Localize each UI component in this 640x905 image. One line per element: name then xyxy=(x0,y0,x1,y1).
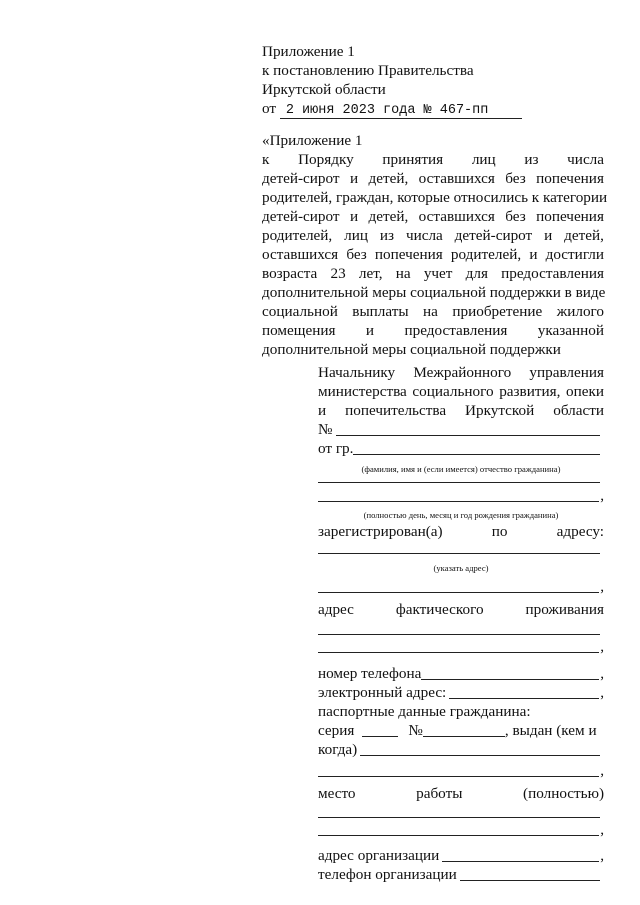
birth-date-field[interactable] xyxy=(318,487,599,502)
word: опеки xyxy=(566,383,604,400)
word: адресу: xyxy=(556,523,604,540)
word: предоставления xyxy=(501,265,604,282)
comma: , xyxy=(600,821,604,838)
appendix-line xyxy=(262,340,604,359)
comma: , xyxy=(600,578,604,595)
word: фактического xyxy=(395,601,484,618)
word: детей, xyxy=(368,170,409,187)
phone-field[interactable] xyxy=(421,665,599,680)
word: детей, xyxy=(564,227,604,244)
actual-address-line-1[interactable] xyxy=(318,633,600,635)
header-block xyxy=(262,42,532,118)
number-label: № xyxy=(318,421,333,438)
org-address-field[interactable] xyxy=(442,847,599,862)
appendix-line xyxy=(262,283,604,302)
appendix-line xyxy=(262,226,604,245)
word: родителей, xyxy=(450,246,522,263)
appendix-line xyxy=(262,188,608,207)
word: зарегистрирован(а) xyxy=(318,523,443,540)
resolution-date-number: 2 июня 2023 года № 467-пп xyxy=(280,103,522,119)
appendix-text xyxy=(262,150,608,359)
word: лиц xyxy=(344,227,368,244)
number-field[interactable] xyxy=(336,421,601,436)
fio-line-2[interactable] xyxy=(318,481,600,483)
workplace-field-2[interactable] xyxy=(318,821,599,836)
word: для xyxy=(465,265,488,282)
word: Порядку xyxy=(298,151,354,168)
word: принятия xyxy=(382,151,444,168)
appendix-title: «Приложение 1 xyxy=(262,132,363,149)
word: дополнительной меры социальной поддержки в виде xyxy=(262,284,606,301)
passport-number-field[interactable] xyxy=(423,721,505,737)
word: без xyxy=(505,208,526,225)
word: лиц xyxy=(471,151,496,168)
birth-row xyxy=(318,486,604,505)
email-row xyxy=(318,683,604,702)
from-prefix: от xyxy=(262,100,277,117)
word: на xyxy=(423,303,438,320)
comma: , xyxy=(600,665,604,682)
word: 23 xyxy=(330,265,346,282)
word: оставшихся xyxy=(262,246,339,263)
appendix-line xyxy=(262,245,604,264)
appendix-line xyxy=(262,302,604,321)
word: к xyxy=(262,151,270,168)
org-phone-label: телефон организации xyxy=(318,866,457,883)
caption-address: (указать адрес) xyxy=(433,563,489,573)
passport-label: паспортные данные гражданина: xyxy=(318,703,531,720)
word: попечения xyxy=(374,246,443,263)
appendix-line xyxy=(262,150,604,169)
number-row xyxy=(318,420,604,439)
word: попечения xyxy=(536,170,604,187)
word: адрес xyxy=(318,601,354,618)
org-address-label: адрес организации xyxy=(318,847,440,864)
from-label: от гр. xyxy=(318,440,354,457)
word: без xyxy=(346,246,367,263)
addressee-line xyxy=(318,363,604,382)
registered-address-field-2[interactable] xyxy=(318,578,599,593)
addressee-line xyxy=(318,382,604,401)
word: детей, xyxy=(368,208,409,225)
workplace-line-1[interactable] xyxy=(318,816,600,818)
header-date-line xyxy=(262,99,532,118)
comma: , xyxy=(600,487,604,504)
workplace-row-2 xyxy=(318,820,604,839)
word: и xyxy=(365,322,375,339)
series-label: серия xyxy=(318,722,355,739)
word: оставшихся xyxy=(418,170,495,187)
when-label: когда) xyxy=(318,741,358,758)
word: детей-сирот xyxy=(454,227,533,244)
word: лет, xyxy=(358,265,383,282)
series-row xyxy=(318,721,604,740)
word: место xyxy=(318,785,356,802)
word: родителей, граждан, которые относились к категории xyxy=(262,189,608,206)
word: из xyxy=(524,151,539,168)
appendix-line xyxy=(262,264,604,283)
header-line-3: Иркутской области xyxy=(262,81,386,98)
word: проживания xyxy=(525,601,604,618)
word: учет xyxy=(423,265,453,282)
word: детей-сирот xyxy=(262,208,340,225)
email-label: электронный адрес: xyxy=(318,684,447,701)
header-line-2: к постановлению Правительства xyxy=(262,62,474,79)
number-sign: № xyxy=(408,722,423,739)
actual-address-row xyxy=(318,600,604,619)
word: родителей, xyxy=(262,227,333,244)
comma: , xyxy=(600,762,604,779)
word: числа xyxy=(405,227,443,244)
fio-field[interactable] xyxy=(353,440,600,455)
workplace-row xyxy=(318,784,604,803)
comma: , xyxy=(600,638,604,655)
from-row xyxy=(318,439,604,458)
appendix-line xyxy=(262,207,604,226)
when-row xyxy=(318,740,604,759)
org-phone-row xyxy=(318,865,604,884)
word: оставшихся xyxy=(418,208,495,225)
word: жилого xyxy=(556,303,604,320)
word: работы xyxy=(416,785,463,802)
application-form xyxy=(318,363,604,884)
word: указанной xyxy=(537,322,604,339)
word: попечительства xyxy=(345,402,447,419)
phone-row xyxy=(318,664,604,683)
word: и xyxy=(318,402,327,419)
word: министерства xyxy=(318,383,407,400)
header-line-1: Приложение 1 xyxy=(262,43,355,60)
word: и xyxy=(529,246,538,263)
word: социальной xyxy=(262,303,338,320)
word: детей-сирот xyxy=(262,170,340,187)
addressee xyxy=(318,363,604,420)
registered-address-row-2 xyxy=(318,577,604,596)
word: выплаты xyxy=(352,303,409,320)
word: помещения xyxy=(262,322,336,339)
word: предоставления xyxy=(404,322,508,339)
actual-address-field-2[interactable] xyxy=(318,638,599,653)
word: из xyxy=(379,227,395,244)
word: Иркутской xyxy=(465,402,535,419)
series-field[interactable] xyxy=(362,721,398,737)
actual-address-row-2 xyxy=(318,637,604,656)
word: и xyxy=(349,170,359,187)
issued-row-2 xyxy=(318,761,604,780)
word: достигли xyxy=(545,246,604,263)
word: возраста xyxy=(262,265,318,282)
word: области xyxy=(553,402,604,419)
word: попечения xyxy=(536,208,604,225)
comma: , xyxy=(600,684,604,701)
word: и xyxy=(349,208,359,225)
appendix-line xyxy=(262,169,604,188)
phone-label: номер телефона xyxy=(318,665,422,682)
addressee-line xyxy=(318,401,604,420)
issued-label: , выдан (кем и xyxy=(504,722,597,739)
registered-row xyxy=(318,522,604,541)
org-address-row xyxy=(318,846,604,865)
appendix-line xyxy=(262,321,604,340)
issued-by-field[interactable] xyxy=(360,741,600,756)
email-field[interactable] xyxy=(449,684,599,699)
word: дополнительной меры социальной поддержки xyxy=(262,341,561,358)
org-phone-field[interactable] xyxy=(460,866,600,881)
caption-fio: (фамилия, имя и (если имеется) отчество гражданина) xyxy=(361,464,561,474)
word: социального xyxy=(412,383,494,400)
caption-birth: (полностью день, месяц и год рождения гражданина) xyxy=(363,510,559,520)
appendix-block xyxy=(262,131,608,359)
word: без xyxy=(505,170,526,187)
word: управления xyxy=(529,364,604,381)
word: приобретение xyxy=(452,303,543,320)
word: Межрайонного xyxy=(413,364,512,381)
word: развития, xyxy=(499,383,561,400)
comma: , xyxy=(600,847,604,864)
word: на xyxy=(395,265,411,282)
word: Начальнику xyxy=(318,364,396,381)
word: числа xyxy=(567,151,604,168)
word: по xyxy=(491,523,508,540)
issued-by-field-2[interactable] xyxy=(318,762,599,777)
word: и xyxy=(544,227,553,244)
word: (полностью) xyxy=(523,785,604,802)
